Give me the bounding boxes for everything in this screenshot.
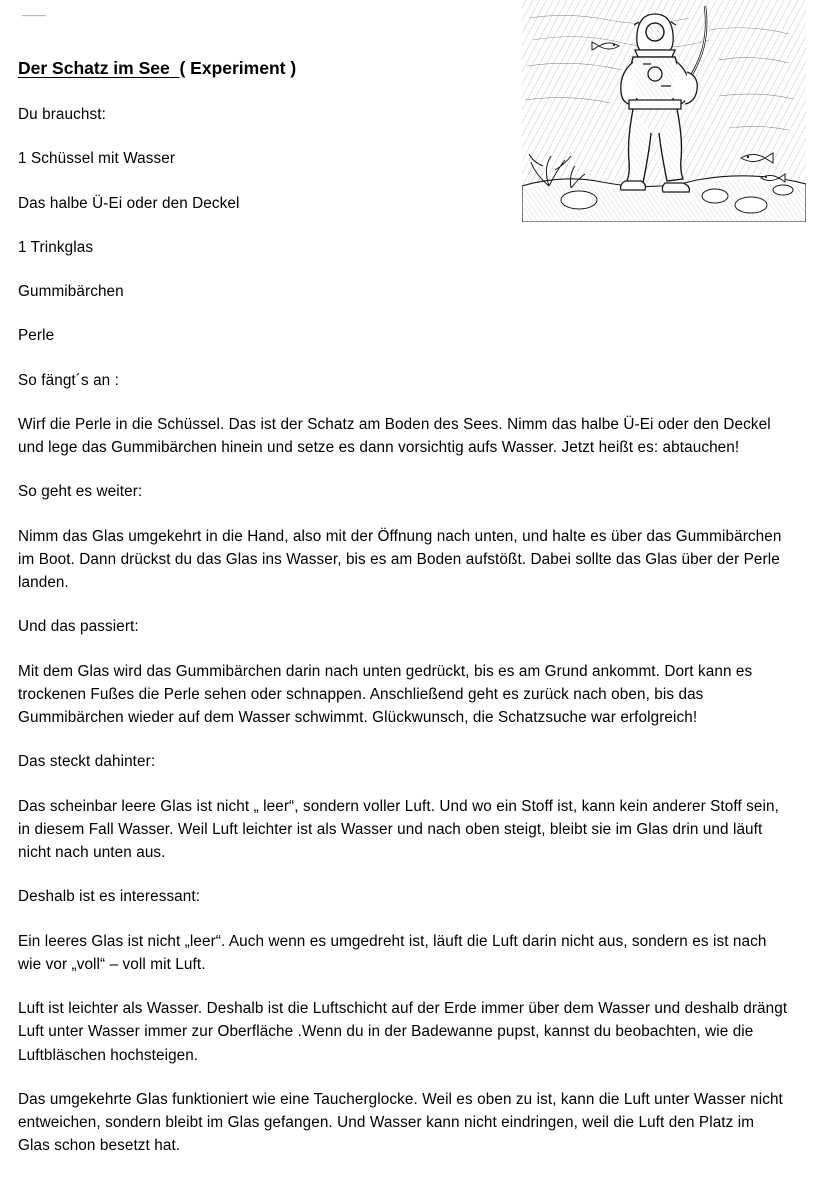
result-text: Mit dem Glas wird das Gummibärchen darin nach unten gedrückt, bis es am Grund ankommt. Dort kann es trockenen Fußes die Perle sehen oder schnappen. Anschließend geht es zurück nach oben, bis das Gummibärchen wieder auf dem Wasser schwimmt. Glückwunsch, die Schatzsuche war erfolgreich!: [18, 662, 753, 726]
interesting-text-3: Das umgekehrte Glas funktioniert wie eine Taucherglocke. Weil es oben zu ist, kann die Luft unter Wasser nicht entweichen, sondern bleibt im Glas gefangen. Und Wasser kann nicht eindringen, weil die Luft den Platz im Glas schon besetzt hat.: [18, 1090, 783, 1155]
start-text: Wirf die Perle in die Schüssel. Das ist der Schatz am Boden des Sees. Nimm das halbe Ü-Ei oder den Deckel und lege das Gummibärchen hinein und setze es dann vorsichtig aufs Wasser. Jetzt heißt es: abtauchen!: [18, 415, 771, 456]
interesting-text-2: Luft ist leichter als Wasser. Deshalb ist die Luftschicht auf der Erde immer über dem Wasser und deshalb drängt Luft unter Wasser immer zur Oberfläche .Wenn du in der Badewanne pupst, kannst du beobachten, wie die Luftbläschen hochsteigen.: [18, 1000, 788, 1064]
interesting-heading: Deshalb ist es interessant:: [18, 888, 201, 906]
start-heading: So fängt´s an :: [18, 371, 119, 389]
explanation-heading: Das steckt dahinter:: [18, 753, 156, 771]
explanation-section: [18, 750, 788, 864]
materials-section: [18, 103, 518, 348]
interesting-section: [18, 885, 788, 1157]
continue-section: [18, 480, 788, 594]
continue-text: Nimm das Glas umgekehrt in die Hand, also mit der Öffnung nach unten, und halte es über das Gummibärchen im Boot. Dann drückst du das Glas ins Wasser, bis es am Boden aufstößt. Dabei sollte das Glas über der Perle landen.: [18, 527, 782, 591]
page-title-suffix: ( Experiment ): [179, 58, 297, 78]
list-item: 1 Trinkglas: [18, 238, 94, 256]
list-item: Das halbe Ü-Ei oder den Deckel: [18, 194, 240, 212]
continue-heading: So geht es weiter:: [18, 483, 143, 501]
list-item: Perle: [18, 327, 55, 345]
result-heading: Und das passiert:: [18, 618, 139, 636]
list-item: Gummibärchen: [18, 283, 124, 300]
result-section: [18, 615, 788, 729]
explanation-text: Das scheinbar leere Glas ist nicht „ leer“, sondern voller Luft. Und wo ein Stoff ist, kann kein anderer Stoff sein, in diesem Fall Wasser. Weil Luft leichter ist als Wasser und nach oben steigt, bleibt sie im Glas drin und läuft nicht nach unten aus.: [18, 797, 779, 861]
materials-list: [18, 147, 518, 347]
page-title-main: Der Schatz im See: [18, 58, 170, 78]
interesting-text-1: Ein leeres Glas ist nicht „leer“. Auch wenn es umgedreht ist, läuft die Luft darin nicht aus, sondern es ist nach wie vor „voll“ – voll mit Luft.: [18, 932, 767, 973]
start-section: [18, 369, 788, 460]
list-item: 1 Schüssel mit Wasser: [18, 150, 176, 168]
page-title: [18, 58, 808, 79]
materials-heading: Du brauchst:: [18, 106, 106, 123]
document-body: [18, 0, 808, 1179]
